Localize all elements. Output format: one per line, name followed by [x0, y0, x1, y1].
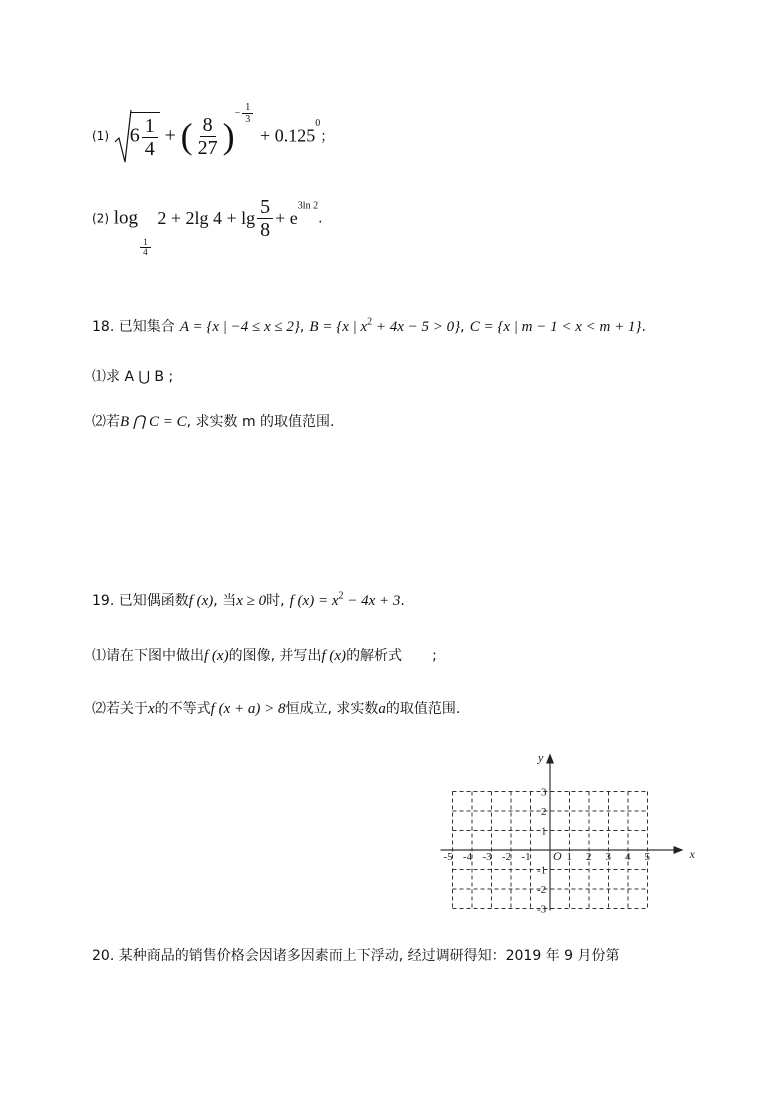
x-axis-arrow — [674, 846, 684, 854]
x-tick-label: 2 — [586, 851, 592, 863]
x-axis-label: x — [689, 847, 695, 861]
x-tick-label: -2 — [502, 851, 512, 863]
left-paren: ( — [180, 116, 193, 156]
y-tick-label: 2 — [541, 806, 547, 818]
origin-label: O — [553, 849, 562, 863]
radical-fraction: $\frac{1}{4}$ — [142, 115, 158, 160]
paren-fraction: $\frac{8}{27}$ — [197, 113, 218, 159]
lg-fraction: $\frac{5}{8}$ — [257, 196, 273, 241]
q17-part1: (1) 6 $\frac{1}{4}$ + ( $\frac{8}{27}$ )− $\frac{1}{3}$ + $0.125^0$； — [92, 108, 334, 168]
y-tick-label: -3 — [537, 903, 547, 916]
x-tick-label: 3 — [605, 851, 611, 863]
y-tick-label: 1 — [541, 825, 547, 838]
y-tick-label: 3 — [541, 786, 547, 799]
q19-stem: 19. 已知偶函数f (x), 当x ≥ 0时, f $(x) = x^2 - 4x + 3$. — [92, 590, 405, 609]
x-tick-label: -5 — [443, 851, 453, 863]
q20-stem: 20. 某种商品的销售价格会因诸多因素而上下浮动, 经过调研得知：2019 年 9 月份第 — [92, 948, 620, 964]
q18-part2: ⑵若B ⋂ C = C, 求实数 m 的取值范围. — [92, 414, 335, 430]
x-tick-label: 5 — [644, 851, 650, 863]
q17-part2: (2) log $\frac{1}{4}$ 2 + 2lg 4 + lg $\frac{5}{8}$ + $e^{3ln 2}$. — [92, 196, 323, 258]
x-tick-label: -4 — [463, 851, 473, 863]
q19-part1: ⑴请在下图中做出f (x)的图像, 并写出f (x)的解析式 ; — [92, 648, 437, 664]
x-tick-label: -1 — [521, 851, 531, 863]
y-axis-label: y — [538, 750, 544, 765]
exponent: − $\frac{1}{3}$ — [235, 102, 256, 125]
q17-part1-label: (1) — [92, 129, 109, 143]
coordinate-grid — [430, 745, 695, 916]
log-base: $\frac{1}{4}$ — [140, 238, 151, 259]
grid-svg — [430, 745, 695, 916]
y-tick-label: -2 — [537, 884, 547, 896]
q18-part1: ⑴求 A ⋃ B ; — [92, 369, 174, 385]
x-tick-label: -3 — [482, 851, 492, 863]
q19-part2: ⑵若关于x的不等式f (x + a) > 8恒成立, 求实数a的取值范围. — [92, 701, 461, 717]
right-paren: ) — [222, 116, 235, 156]
y-axis-arrow — [546, 754, 554, 764]
q17-part2-label: (2) — [92, 211, 109, 226]
x-tick-label: 1 — [566, 851, 572, 863]
grid-lines — [441, 754, 684, 911]
y-tick-label: -1 — [537, 864, 547, 877]
q18-stem: 18. 已知集合 A = {x | −4 ≤ x ≤ 2}, B = {x | $x^2 + 4x - 5 > 0$}, C = {x | m − 1 < x < m + 1}. — [92, 316, 646, 335]
x-tick-label: 4 — [625, 851, 631, 863]
